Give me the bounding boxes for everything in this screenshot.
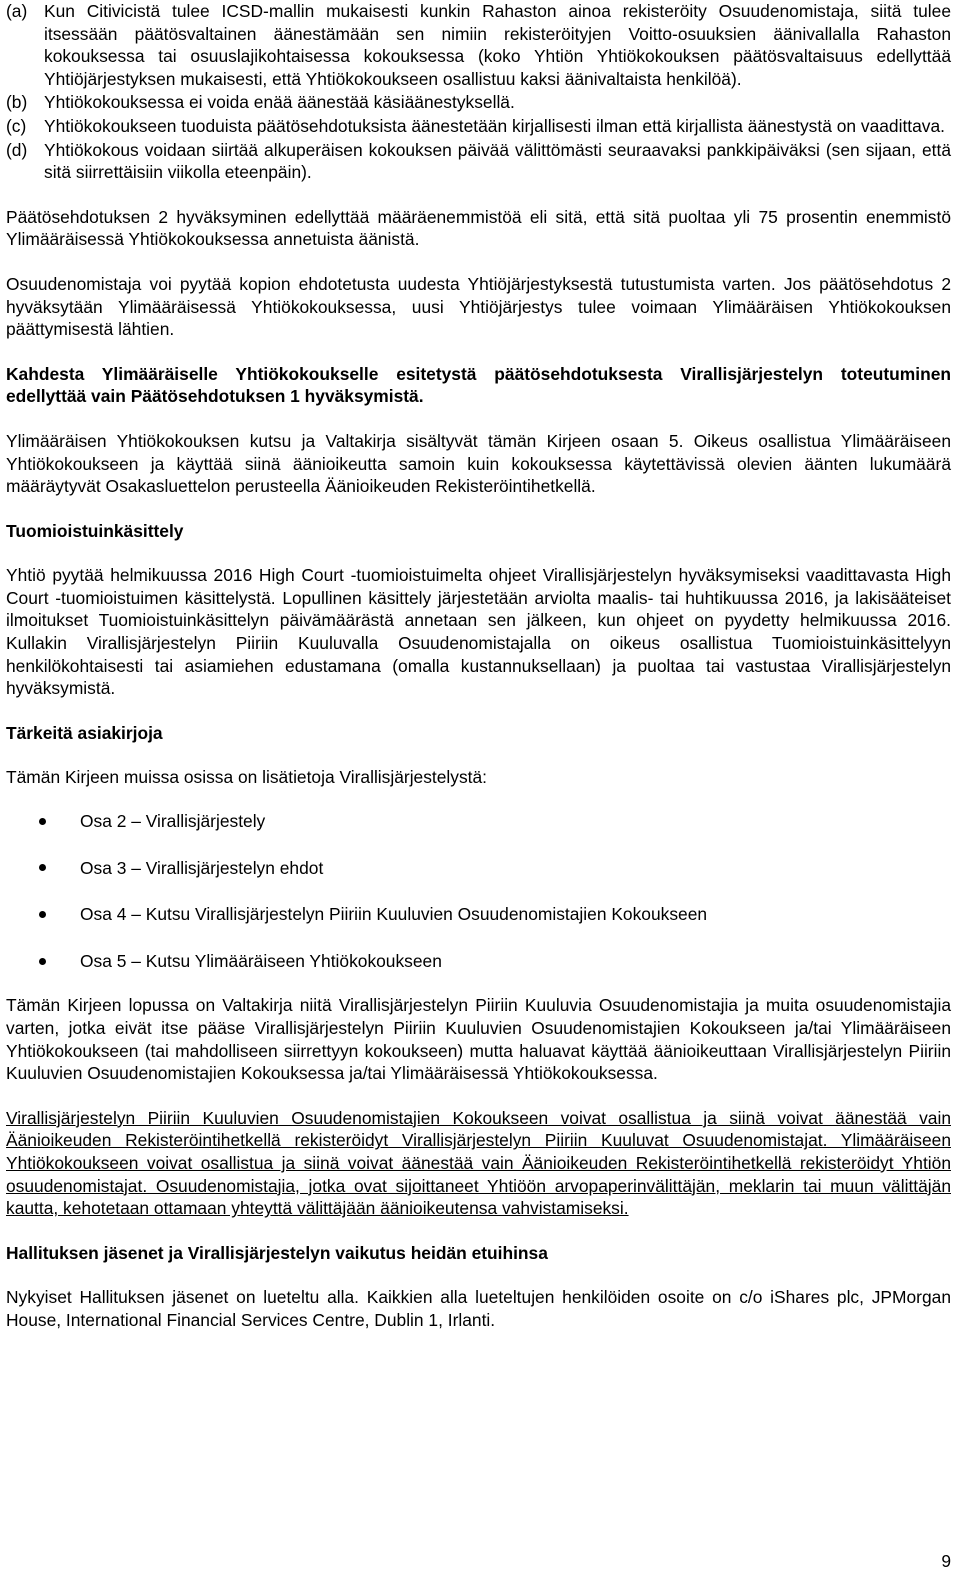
paragraph-court: Yhtiö pyytää helmikuussa 2016 High Court -tuomioistuimelta ohjeet Virallisjärjestelyn hyväksymiseksi vaadittavasta High Court -tuomioistuimen käsittelystä. Lopullinen käsittely järjestetään arviolta maalis- tai huhtikuussa 2016, ja lakisääteiset ilmoitukset Tuomioistuinkäsittelyn päivämäärästä annetaan sen jälkeen, kun ohjeet on pyydetty helmikuussa 2016. Kullakin Virallisjärjestelyn Piiriin Kuuluvalla Osuudenomistajalla on oikeus osallistua Tuomioistuinkäsittelyyn henkilökohtaisesti tai asiamiehen edustamana (omalla kustannuksellaan) ja puoltaa tai vastustaa Virallisjärjestelyn hyväksymistä. xyxy=(6,565,951,699)
list-item xyxy=(6,810,951,833)
paragraph-proxies: Tämän Kirjeen lopussa on Valtakirja niitä Virallisjärjestelyn Piiriin Kuuluvia Osuudenomistajia ja muita osuudenomistajia varten, jotka eivät itse pääse Virallisjärjestelyn Piiriin Kuuluvien Osuudenomistajien Kokoukseen ja/tai Ylimääräiseen Yhtiökokoukseen (tai mahdolliseen siirrettyyn kokoukseen) mutta haluavat käyttää äänioikeuttaan Virallisjärjestelyn Piiriin Kuuluvien Osuudenomistajien Kokouksessa ja/tai Ylimääräisessä Yhtiökokouksessa. xyxy=(6,995,951,1084)
paragraph-copy-request: Osuudenomistaja voi pyytää kopion ehdotetusta uudesta Yhtiöjärjestyksestä tutustumista varten. Jos päätösehdotus 2 hyväksytään Ylimääräisessä Yhtiökokouksessa, uusi Yhtiöjärjestys tulee voimaan Ylimääräisen Yhtiökokouksen päättymisestä lähtien. xyxy=(6,273,951,340)
paragraph-documents-intro: Tämän Kirjeen muissa osissa on lisätietoja Virallisjärjestelystä: xyxy=(6,767,488,788)
bullet-icon xyxy=(39,958,46,965)
intro-list xyxy=(6,0,951,184)
list-item-b xyxy=(6,91,951,114)
list-item-text: Yhtiökokoukseen tuoduista päätösehdotuksista äänestetään kirjallisesti ilman että kirjallista äänestystä on vaadittava. xyxy=(44,115,945,136)
bullet-icon xyxy=(39,818,46,825)
bullet-text: Osa 4 – Kutsu Virallisjärjestelyn Piiriin Kuuluvien Osuudenomistajien Kokoukseen xyxy=(80,904,708,925)
bullet-icon xyxy=(39,864,46,871)
list-item-text: Kun Citivicistä tulee ICSD-mallin mukaisesti kunkin Rahaston ainoa rekisteröity Osuudenomistaja, siitä tulee itsessään päätösvaltainen äänestämään sen nimiin rekisteröityjen Voitto-osuuksien äänivallalla Rahaston kokouksessa tai osuuslajikohtaisessa kokouksessa (koko Yhtiön Yhtiökokouksen päätösvaltaisuus edellyttää Yhtiöjärjestyksen mukaisesti, että Yhtiökokoukseen osallistuu kaksi äänivaltaista henkilöä). xyxy=(44,1,951,89)
list-item xyxy=(6,950,951,973)
list-marker: (c) xyxy=(6,115,27,136)
bullet-icon xyxy=(39,911,46,918)
bullet-text: Osa 3 – Virallisjärjestelyn ehdot xyxy=(80,857,324,878)
list-item-d xyxy=(6,139,951,184)
list-marker: (b) xyxy=(6,92,28,113)
list-marker: (a) xyxy=(6,1,28,21)
list-item xyxy=(6,903,951,926)
paragraph-board: Nykyiset Hallituksen jäsenet on lueteltu alla. Kaikkien alla lueteltujen henkilöiden osoite on c/o iShares plc, JPMorgan House, International Financial Services Centre, Dublin 1, Irlanti. xyxy=(6,1287,951,1330)
document-bullet-list xyxy=(6,810,951,972)
heading-board: Hallituksen jäsenet ja Virallisjärjestelyn vaikutus heidän etuihinsa xyxy=(6,1242,548,1263)
paragraph-voting-eligibility: Virallisjärjestelyn Piiriin Kuuluvien Osuudenomistajien Kokoukseen voivat osallistua ja siinä voivat äänestää vain Äänioikeuden Rekisteröintihetkellä rekisteröidyt Virallisjärjestelyn Piiriin Kuuluvat Osuudenomistajat. Ylimääräiseen Yhtiökokoukseen voivat osallistua ja siinä voivat äänestää vain Äänioikeuden Rekisteröintihetkellä rekisteröidyt Yhtiön osuudenomistajat. Osuudenomistajia, jotka ovat sijoittaneet Yhtiöön arvopaperinvälittäjän, meklarin tai muun välittäjän kautta, kehotetaan ottamaan yhteyttä välittäjään äänioikeutensa vahvistamiseksi. xyxy=(6,1107,951,1219)
paragraph-notice: Ylimääräisen Yhtiökokouksen kutsu ja Valtakirja sisältyvät tämän Kirjeen osaan 5. Oikeus osallistua Ylimääräiseen Yhtiökokoukseen ja käyttää siinä äänioikeutta samoin kuin kokouksessa käytettävissä olevien äänten lukumäärä määräytyvät Osakasluettelon perusteella Äänioikeuden Rekisteröintihetkellä. xyxy=(6,430,951,497)
list-item-text: Yhtiökokouksessa ei voida enää äänestää käsiäänestyksellä. xyxy=(44,92,515,113)
heading-court: Tuomioistuinkäsittely xyxy=(6,520,184,541)
bullet-text: Osa 2 – Virallisjärjestely xyxy=(80,811,266,832)
bullet-text: Osa 5 – Kutsu Ylimääräiseen Yhtiökokoukseen xyxy=(80,950,442,971)
paragraph-bold-condition: Kahdesta Ylimääräiselle Yhtiökokoukselle esitetystä päätösehdotuksesta Virallisjärjestelyn toteutuminen edellyttää vain Päätösehdotuksen 1 hyväksymistä. xyxy=(6,363,951,407)
paragraph-resolution-2: Päätösehdotuksen 2 hyväksyminen edellyttää määräenemmistöä eli sitä, että sitä puoltaa yli 75 prosentin enemmistö Ylimääräisessä Yhtiökokouksessa annetuista äänistä. xyxy=(6,206,951,250)
document-page xyxy=(6,0,951,1332)
list-item-text: Yhtiökokous voidaan siirtää alkuperäisen kokouksen päivää välittömästi seuraavaksi pankkipäiväksi (sen sijaan, että sitä siirrettäisiin viikolla eteenpäin). xyxy=(44,139,951,183)
list-item-c xyxy=(6,115,951,138)
list-item-a xyxy=(6,0,951,90)
heading-documents: Tärkeitä asiakirjoja xyxy=(6,722,163,743)
list-marker: (d) xyxy=(6,139,28,160)
list-item xyxy=(6,857,951,880)
page-number: 9 xyxy=(941,1551,951,1571)
